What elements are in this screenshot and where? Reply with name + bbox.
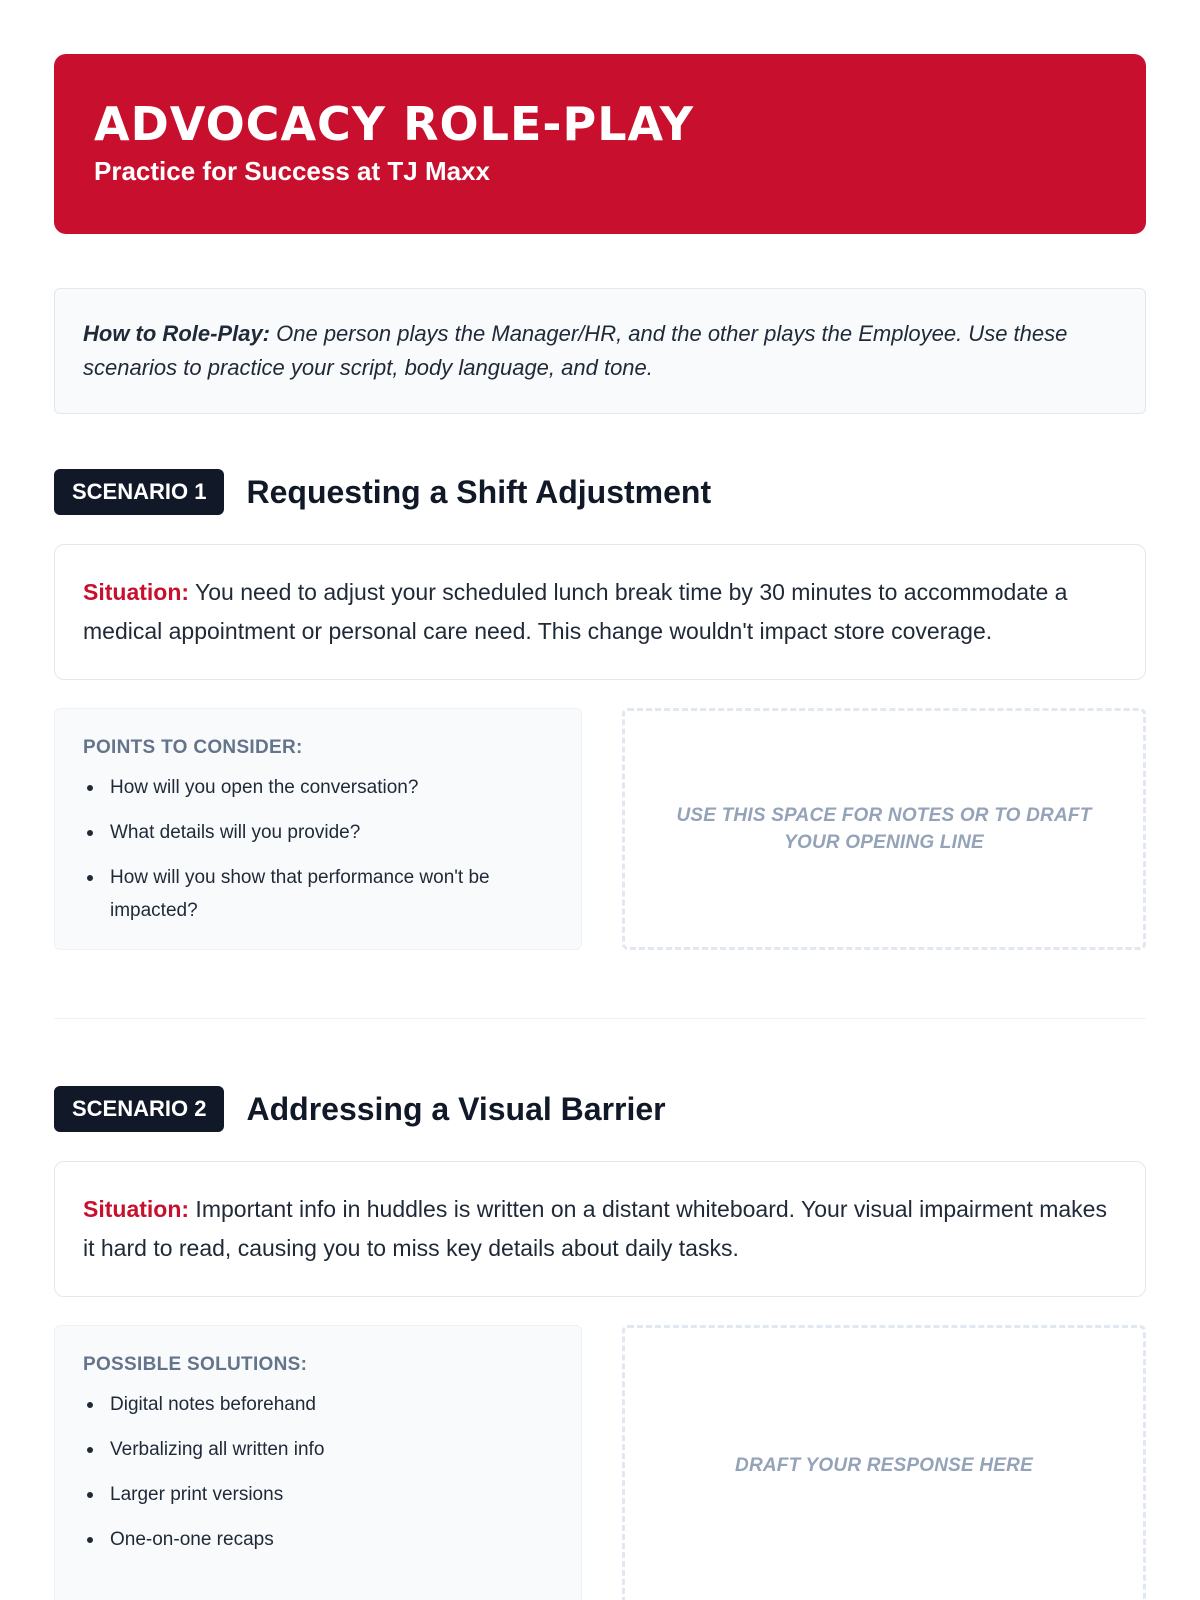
- list-item: What details will you provide?: [83, 816, 553, 849]
- list-item: Larger print versions: [83, 1478, 553, 1511]
- situation-label: Situation:: [83, 579, 190, 605]
- solutions-heading: POSSIBLE SOLUTIONS:: [83, 1354, 308, 1375]
- points-list: [83, 771, 553, 927]
- list-item: Verbalizing all written info: [83, 1433, 553, 1466]
- scenario-badge: SCENARIO 1: [54, 469, 224, 515]
- scenario-header: [54, 1085, 1146, 1133]
- points-panel: [54, 708, 582, 950]
- scenario-title: Requesting a Shift Adjustment: [246, 473, 712, 510]
- instructions-text: One person plays the Manager/HR, and the other plays the Employee. Use these scenarios to practice your script, body language, and tone.: [83, 321, 1068, 380]
- notes-area[interactable]: [622, 708, 1146, 950]
- response-placeholder: DRAFT YOUR RESPONSE HERE: [735, 1454, 1033, 1476]
- points-heading: POINTS TO CONSIDER:: [83, 737, 303, 758]
- solutions-panel: [54, 1325, 582, 1600]
- list-item: One-on-one recaps: [83, 1523, 553, 1556]
- situation-text: You need to adjust your scheduled lunch break time by 30 minutes to accommodate a medical appointment or personal care need. This change wouldn't impact store coverage.: [83, 579, 1068, 644]
- scenario-details-row: [54, 708, 1146, 950]
- response-area[interactable]: [622, 1325, 1146, 1600]
- list-item: How will you show that performance won't be impacted?: [83, 861, 553, 927]
- scenario-badge: SCENARIO 2: [54, 1086, 224, 1132]
- notes-placeholder: USE THIS SPACE FOR NOTES OR TO DRAFT YOUR OPENING LINE: [676, 805, 1092, 853]
- section-divider: [54, 1018, 1146, 1019]
- list-item: How will you open the conversation?: [83, 771, 553, 804]
- scenario-title: Addressing a Visual Barrier: [246, 1090, 666, 1127]
- scenario-details-row: [54, 1325, 1146, 1600]
- scenario-1: [54, 468, 1146, 950]
- list-item: Digital notes beforehand: [83, 1388, 553, 1421]
- situation-text: Important info in huddles is written on a distant whiteboard. Your visual impairment makes it hard to read, causing you to miss key details about daily tasks.: [83, 1196, 1107, 1261]
- situation-card: [54, 544, 1146, 680]
- instructions-box: [54, 288, 1146, 414]
- scenario-2: [54, 1085, 1146, 1600]
- situation-card: [54, 1161, 1146, 1297]
- instructions-label: How to Role-Play:: [83, 321, 271, 346]
- page-subtitle: Practice for Success at TJ Maxx: [94, 156, 490, 186]
- scenario-header: [54, 468, 1146, 516]
- situation-label: Situation:: [83, 1196, 190, 1222]
- page-title: ADVOCACY ROLE-PLAY: [94, 97, 695, 151]
- solutions-list: [83, 1388, 553, 1556]
- header-banner: [54, 54, 1146, 234]
